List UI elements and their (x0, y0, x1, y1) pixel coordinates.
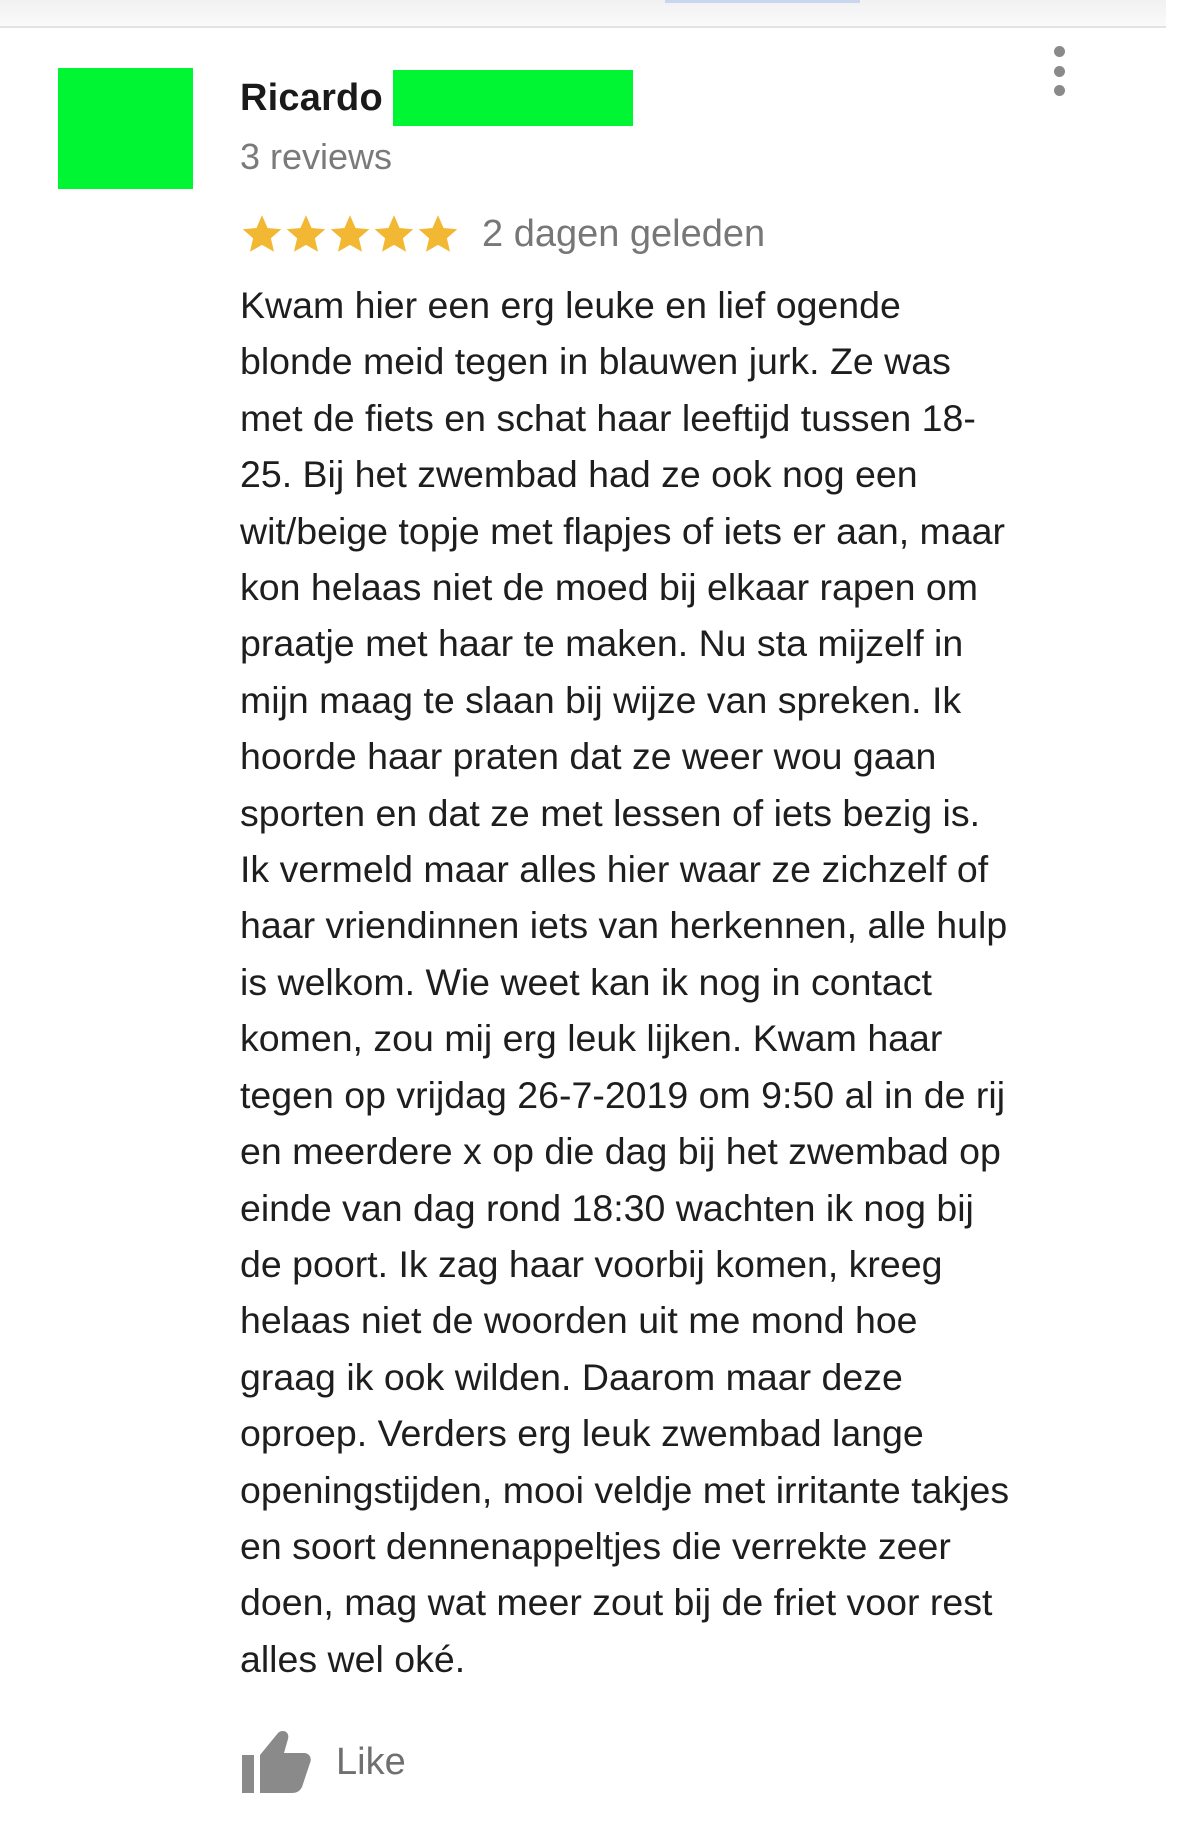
review-count: 3 reviews (240, 136, 393, 177)
star-icon (372, 212, 416, 256)
avatar-redacted[interactable] (58, 68, 193, 189)
star-icon (416, 212, 460, 256)
thumb-up-icon (240, 1729, 312, 1795)
top-bar (0, 0, 1166, 28)
menu-dot (1054, 85, 1065, 96)
tab-indicator (665, 0, 860, 3)
more-vert-icon[interactable] (1046, 46, 1072, 96)
like-label: Like (336, 1740, 406, 1783)
rating-row (240, 206, 765, 262)
like-button[interactable] (240, 1730, 406, 1794)
author-name[interactable]: Ricardo (240, 76, 383, 119)
menu-dot (1054, 66, 1065, 77)
star-icon (328, 212, 372, 256)
name-redaction (393, 70, 633, 126)
author-row (240, 70, 633, 126)
review-date: 2 dagen geleden (482, 212, 766, 255)
review-text: Kwam hier een erg leuke en lief ogende blonde meid tegen in blauwen jurk. Ze was met de fiets en schat haar leeftijd tussen 18- 25. Bij het zwembad had ze ook nog een wit/beige topje met flapjes of iets er aan, maar kon helaas niet de moed bij elkaar rapen om praatje met haar te maken. Nu sta mijzelf in mijn maag te slaan bij wijze van spreken. Ik hoorde haar praten dat ze weer wou gaan sporten en dat ze met lessen of iets bezig is. Ik vermeld maar alles hier waar ze zichzelf of haar vriendinnen iets van herkennen, alle hulp is welkom. Wie weet kan ik nog in contact komen, zou mij erg leuk lijken. Kwam haar tegen op vrijdag 26-7-2019 om 9:50 al in de rij en meerdere x op die dag bij het zwembad op einde van dag rond 18:30 wachten ik nog bij de poort. Ik zag haar voorbij komen, kreeg helaas niet de woorden uit me mond hoe graag ik ook wilden. Daarom maar deze oproep. Verders erg leuk zwembad lange openingstijden, mooi veldje met irritante takjes en soort dennenappeltjes die verrekte zeer doen, mag wat meer zout bij de friet voor rest alles wel oké. (240, 284, 1010, 1680)
star-icon (284, 212, 328, 256)
menu-dot (1054, 46, 1065, 57)
star-icon (240, 212, 284, 256)
page-edge (1166, 0, 1200, 1831)
star-rating (240, 212, 460, 256)
